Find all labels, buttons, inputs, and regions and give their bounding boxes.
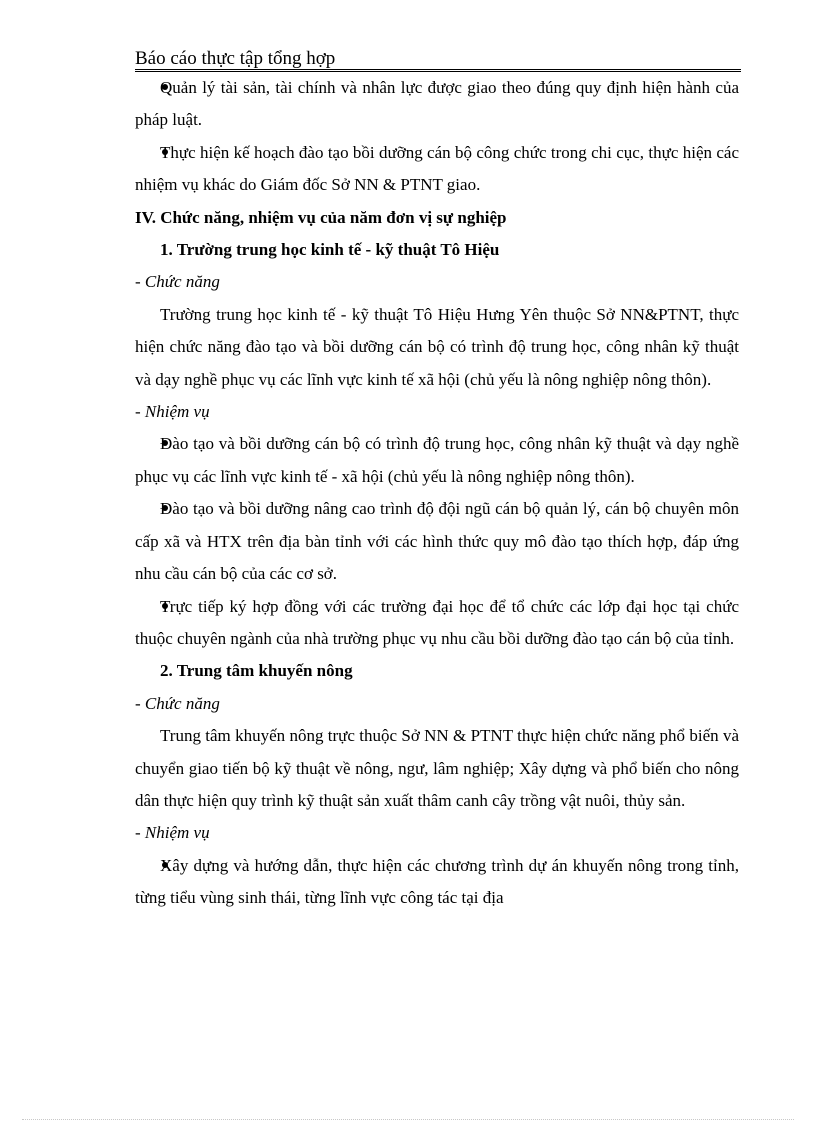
bullet-icon <box>135 850 160 882</box>
bullet-paragraph: Đào tạo và bồi dưỡng cán bộ có trình độ trung học, công nhân kỹ thuật và dạy nghề phục vụ các lĩnh vực kinh tế - xã hội (chủ yếu là nông nghiệp nông thôn). <box>135 428 739 493</box>
bullet-icon <box>135 428 160 460</box>
body-paragraph: Trường trung học kinh tế - kỹ thuật Tô Hiệu Hưng Yên thuộc Sở NN&PTNT, thực hiện chức năng đào tạo và bồi dưỡng cán bộ có trình độ trung học, công nhân kỹ thuật và dạy nghề phục vụ các lĩnh vực kinh tế xã hội (chủ yếu là nông nghiệp nông thôn). <box>135 304 739 389</box>
document-body <box>135 72 739 915</box>
page-bottom-border <box>22 1119 794 1120</box>
bullet-icon <box>135 137 160 169</box>
page-header-title: Báo cáo thực tập tổng hợp <box>135 48 336 69</box>
subsection-heading: 2. Trung tâm khuyến nông <box>160 661 353 681</box>
function-label: - Chức năng <box>135 693 220 713</box>
bullet-icon <box>135 493 160 525</box>
bullet-paragraph: Trực tiếp ký hợp đồng với các trường đại học để tổ chức các lớp đại học tại chức thuộc chuyên ngành của nhà trường phục vụ nhu cầu bồi dưỡng đào tạo cán bộ của tỉnh. <box>135 591 739 656</box>
bullet-paragraph: Thực hiện kế hoạch đào tạo bồi dưỡng cán bộ công chức trong chi cục, thực hiện các nhiệm vụ khác do Giám đốc Sở NN & PTNT giao. <box>135 137 739 202</box>
bullet-paragraph: Đào tạo và bồi dưỡng nâng cao trình độ đội ngũ cán bộ quản lý, cán bộ chuyên môn cấp xã và HTX trên địa bàn tỉnh với các hình thức quy mô đào tạo thích hợp, đáp ứng nhu cầu cán bộ của các cơ sở. <box>135 493 739 590</box>
duty-label: - Nhiệm vụ <box>135 402 210 422</box>
bullet-icon <box>135 72 160 104</box>
body-paragraph: Trung tâm khuyến nông trực thuộc Sở NN & PTNT thực hiện chức năng phổ biến và chuyển giao tiến bộ kỹ thuật về nông, ngư, lâm nghiệp; Xây dựng và phổ biến cho nông dân thực hiện quy trình kỹ thuật sản xuất thâm canh cây trồng vật nuôi, thủy sản. <box>135 726 739 810</box>
subsection-heading: 1. Trường trung học kinh tế - kỹ thuật Tô Hiệu <box>160 240 500 260</box>
duty-label: - Nhiệm vụ <box>135 823 210 843</box>
bullet-paragraph: Xây dựng và hướng dẫn, thực hiện các chương trình dự án khuyến nông trong tỉnh, từng tiểu vùng sinh thái, từng lĩnh vực công tác tại địa <box>135 850 739 915</box>
bullet-paragraph: Quản lý tài sản, tài chính và nhân lực được giao theo đúng quy định hiện hành của pháp luật. <box>135 72 739 137</box>
function-label: - Chức năng <box>135 272 220 292</box>
bullet-icon <box>135 591 160 623</box>
section-heading: IV. Chức năng, nhiệm vụ của năm đơn vị sự nghiệp <box>135 207 507 227</box>
